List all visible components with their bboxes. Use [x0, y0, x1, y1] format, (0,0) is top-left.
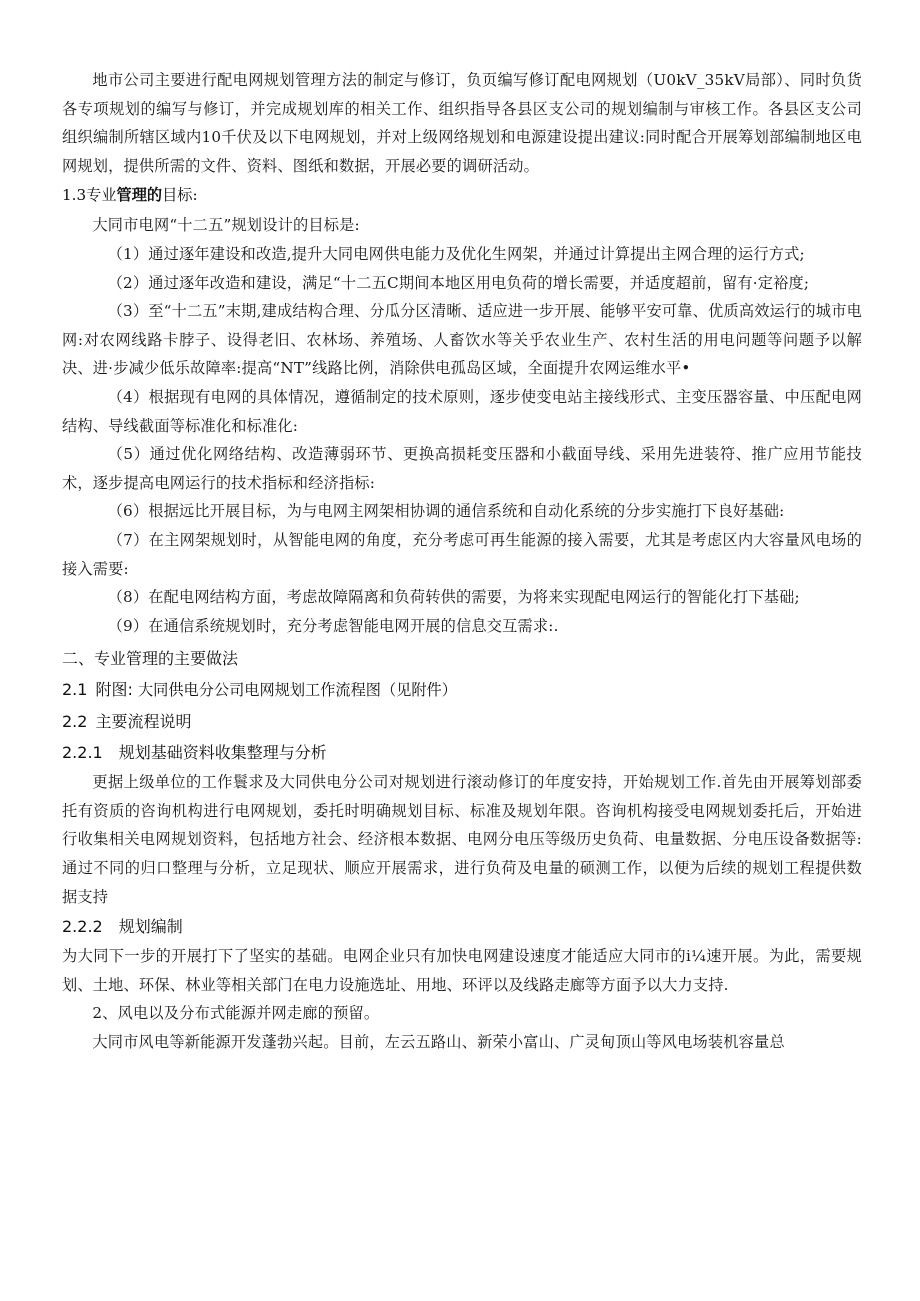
heading-2-2-2-number: 2.2.2: [62, 917, 103, 937]
heading-1-3: [62, 180, 862, 211]
paragraph-intro: 地市公司主要进行配电网规划管理方法的制定与修订，负页编写修订配电网规划（U0kV_35kV局部）、同时负货各专项规划的编写与修订，并完成规划库的相关工作、组织指导各县区支公司的规划编制与审核工作。各县区支公司组织编制所辖区域内10千伏及以下电网规划，并对上级网络规划和电源建设提出建议:同时配合开展筹划部编制地区电网规划，提供所需的文件、资料、图纸和数据，开展必要的调研活动。: [62, 71, 862, 175]
heading-2-2-2-title: 规划编制: [118, 917, 183, 937]
goal-item-6: （6）根据远比开展目标，为与电网主网架相协调的通信系统和自动化系统的分步实施打下良好基础:: [107, 502, 785, 521]
heading-section-2: 二、专业管理的主要做法: [62, 649, 239, 669]
goal-item-3: （3）至“十二五”末期,建成结构合理、分瓜分区清晰、适应进一步开展、能够平安可靠、优质高效运行的城市电网:对农网线路卡脖子、设得老旧、农林场、养殖场、人畜饮水等关乎农业生产、农村生活的用电问题等问题予以解决、进·步减少低乐故障率:提高“NT”线路比例，消除供电孤岛区域，全面提升农网运维水平•: [62, 302, 862, 378]
paragraph-last: 大同市风电等新能源开发蓬勃兴起。目前，左云五路山、新荣小富山、广灵甸顶山等风电场装机容量总: [92, 1033, 785, 1052]
goal-item-9: （9）在通信系统规划时，充分考虑智能电网开展的信息交互需求:.: [107, 616, 559, 635]
heading-2-2-1-number: 2.2.1: [62, 743, 103, 763]
heading-2-1: [62, 674, 862, 706]
goal-item-7: （7）在主网架规划时，从智能电网的角度，充分考虑可再生能源的接入需要，尤其是考虑区内大容量风电场的接入需要:: [62, 530, 862, 578]
heading-2-1-number: 2.1: [62, 680, 88, 700]
heading-2-2: [62, 706, 862, 737]
heading-2-2-number: 2.2: [62, 712, 88, 732]
heading-1-3-title-b: 管理的: [116, 186, 163, 205]
goal-item-8: （8）在配电网结构方面，考虑故障隔离和负荷转供的需要，为将来实现配电网运行的智能化打下基础;: [107, 588, 800, 607]
document-page: [62, 66, 862, 1057]
heading-2-1-label: 附图:: [95, 680, 133, 700]
heading-2-2-2: [62, 911, 862, 942]
heading-2-2-1-title: 规划基础资料收集整理与分析: [118, 743, 327, 763]
heading-2-2-title: 主要流程说明: [95, 712, 192, 732]
heading-1-3-title-c: 目标:: [162, 186, 198, 205]
paragraph-2-2-1: 更据上级单位的工作鬟求及大同供电分公司对规划进行滚动修订的年度安持，开始规划工作.首先由开展筹划部委托有资质的咨询机构进行电网规划，委托时明确规划目标、标准及规划年限。咨询机构接受电网规划委托后，开始进行收集相关电网规划资料，包括地方社会、经济根本数据、电网分电压等级历史负荷、电量数据、分电压设备数据等:通过不同的归口整理与分析，立足现状、顺应开展需求，进行负荷及电量的硕测工作，以便为后续的规划工程提供数据支持: [62, 773, 862, 906]
goal-item-1: （1）通过逐年建设和改造,提升大同电网供电能力及优化生网架，并通过计算提出主网合理的运行方式;: [107, 244, 805, 263]
goal-intro: 大同市电网“十二五”规划设计的目标是:: [92, 216, 360, 235]
heading-1-3-number: 1.3: [62, 186, 87, 205]
paragraph-2-2-2: 为大同下一步的开展打下了坚实的基础。电网企业只有加快电网建设速度才能适应大同市的i¼速开展。为此，需要规划、土地、环保、林业等相关部门在电力设施选址、用地、环评以及线路走廊等方面予以大力支持.: [62, 947, 862, 994]
goal-item-5: （5）通过优化网络结构、改造薄弱环节、更换高损耗变压器和小截面导线、采用先进装符、推广应用节能技术，逐步提高电网运行的技术指标和经济指标:: [62, 445, 862, 492]
heading-2-1-rest: 大同供电分公司电网规划工作流程图（见附件）: [137, 681, 457, 700]
heading-2-2-1: [62, 737, 862, 768]
list-item-2: 2、风电以及分布式能源并网走廊的预留。: [92, 1004, 380, 1023]
goal-item-4: （4）根据现有电网的具体情况，遵循制定的技术原则，逐步使变电站主接线形式、主变压器容量、中压配电网结构、导线截面等标准化和标准化:: [62, 387, 862, 435]
heading-1-3-title-a: 专业: [86, 186, 117, 205]
goal-item-2: （2）通过逐年改造和建设，满足“十二五C期间本地区用电负荷的增长需要，并适度超前，留有·定裕度;: [107, 273, 810, 292]
